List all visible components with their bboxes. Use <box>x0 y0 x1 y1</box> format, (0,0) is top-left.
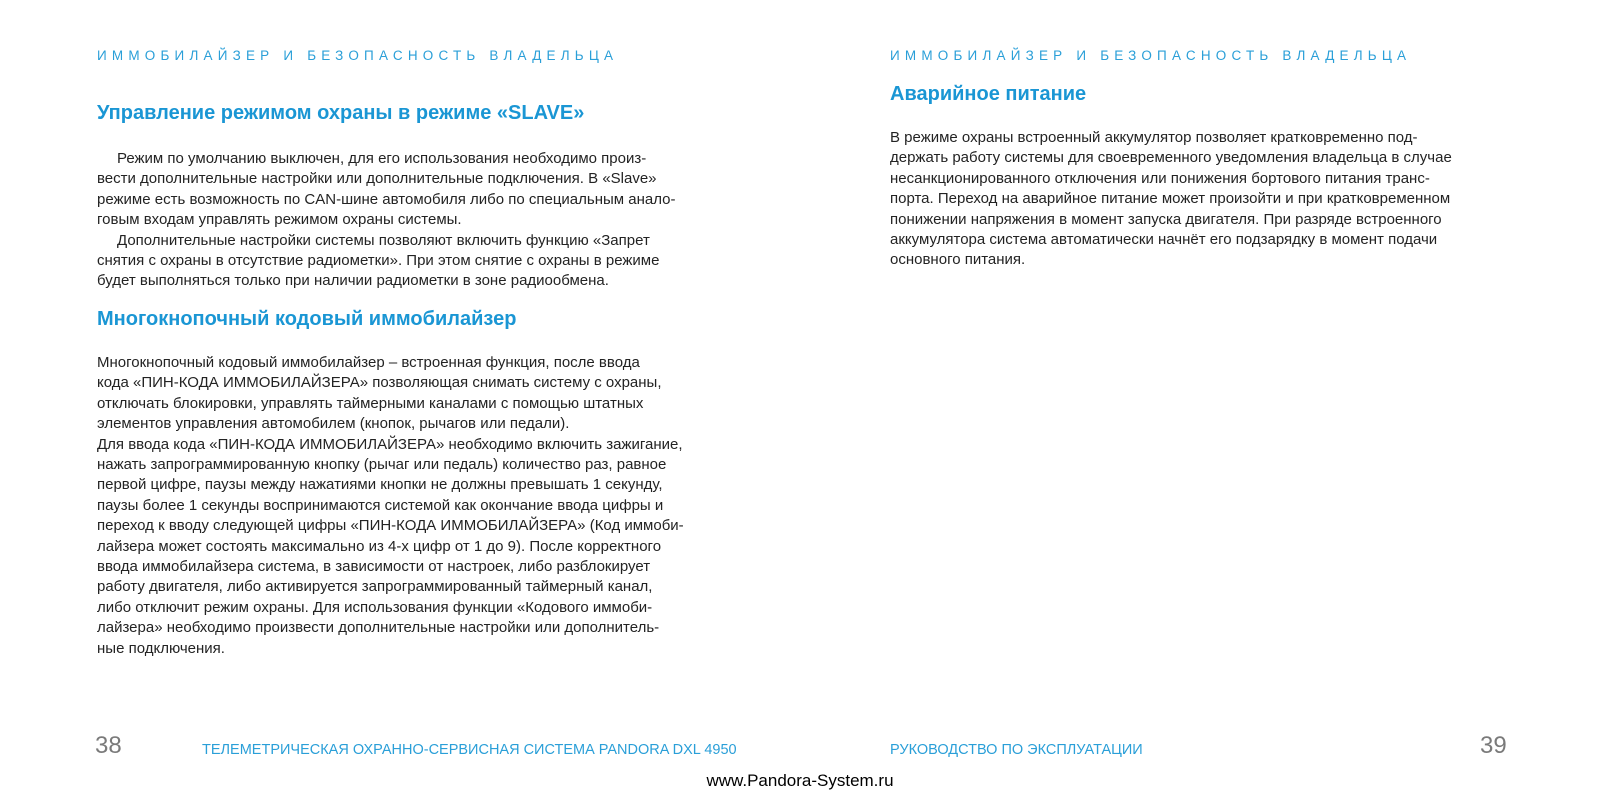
paragraph-slave <box>97 149 675 292</box>
footer-title: ТЕЛЕМЕТРИЧЕСКАЯ ОХРАННО-СЕРВИСНАЯ СИСТЕМА PANDORA DXL 4950 <box>202 742 737 758</box>
footer-title: РУКОВОДСТВО ПО ЭКСПЛУАТАЦИИ <box>890 742 1143 758</box>
text-line: снятия с охраны в отсутствие радиометки». При этом снятие с охраны в режиме <box>97 252 660 270</box>
text-line: порта. Переход на аварийное питание может произойти и при кратковременном <box>890 190 1451 208</box>
text-line: В режиме охраны встроенный аккумулятор позволяет кратковременно под- <box>890 129 1418 146</box>
left-page <box>97 0 737 801</box>
text-line: аккумулятора система автоматически начнёт его подзарядку в момент подачи <box>890 231 1438 249</box>
site-url[interactable]: www.Pandora-System.ru <box>706 771 894 790</box>
page-number: 39 <box>1480 732 1507 759</box>
text-line: либо отключит режим охраны. Для использования функции «Кодового иммоби- <box>97 598 653 616</box>
text-line: переход к вводу следующей цифры «ПИН-КОДА ИММОБИЛАЙЗЕРА» (Код иммоби- <box>97 517 684 535</box>
text-line: основного питания. <box>890 251 1026 269</box>
text-line: Многокнопочный кодовый иммобилайзер – встроенная функция, после ввода <box>97 354 640 371</box>
right-page <box>890 0 1530 801</box>
section-heading-emergency-power: Аварийное питание <box>890 83 1087 105</box>
running-head: ИММОБИЛАЙЗЕР И БЕЗОПАСНОСТЬ ВЛАДЕЛЬЦА <box>890 48 1412 63</box>
text-line: будет выполняться только при наличии радиометки в зоне радиообмена. <box>97 272 609 290</box>
text-line: лайзера» необходимо произвести дополнительные настройки или дополнитель- <box>97 619 660 637</box>
text-line: Для ввода кода «ПИН-КОДА ИММОБИЛАЙЗЕРА» необходимо включить зажигание, <box>97 435 683 453</box>
text-line: ные подключения. <box>97 639 225 657</box>
text-line: понижении напряжения в момент запуска двигателя. При разряде встроенного <box>890 210 1442 228</box>
paragraph-emergency-power <box>890 128 1452 271</box>
text-line: отключать блокировки, управлять таймерными каналами с помощью штатных <box>97 394 644 412</box>
text-line: Режим по умолчанию выключен, для его использования необходимо произ- <box>117 150 647 167</box>
section-heading-slave: Управление режимом охраны в режиме «SLAVE» <box>97 102 585 124</box>
paragraph-immobilizer <box>97 353 684 659</box>
text-line: несанкционированного отключения или понижения бортового питания транс- <box>890 169 1430 187</box>
text-line: работу двигателя, либо активируется запрограммированный таймерный канал, <box>97 578 653 596</box>
text-line: Дополнительные настройки системы позволяют включить функцию «Запрет <box>117 231 650 249</box>
text-line: вести дополнительные настройки или дополнительные подключения. В «Slave» <box>97 170 657 188</box>
text-line: паузы более 1 секунды воспринимаются системой как окончание ввода цифры и <box>97 496 664 514</box>
text-line: кода «ПИН-КОДА ИММОБИЛАЙЗЕРА» позволяющая снимать систему с охраны, <box>97 374 662 392</box>
page-number: 38 <box>95 732 122 759</box>
text-line: элементов управления автомобилем (кнопок, рычагов или педали). <box>97 415 570 433</box>
text-line: нажать запрограммированную кнопку (рычаг или педаль) количество раз, равное <box>97 456 667 474</box>
section-heading-immobilizer: Многокнопочный кодовый иммобилайзер <box>97 308 517 330</box>
text-line: ввода иммобилайзера система, в зависимости от настроек, либо разблокирует <box>97 558 651 576</box>
running-head: ИММОБИЛАЙЗЕР И БЕЗОПАСНОСТЬ ВЛАДЕЛЬЦА <box>97 48 619 63</box>
text-line: говым входам управлять режимом охраны системы. <box>97 211 462 229</box>
text-line: первой цифре, паузы между нажатиями кнопки не должны превышать 1 секунду, <box>97 476 663 494</box>
text-line: держать работу системы для своевременного уведомления владельца в случае <box>890 149 1452 167</box>
text-line: режиме есть возможность по CAN-шине автомобиля либо по специальным анало- <box>97 190 676 208</box>
text-line: лайзера может состоять максимально из 4-х цифр от 1 до 9). После корректного <box>97 537 662 555</box>
